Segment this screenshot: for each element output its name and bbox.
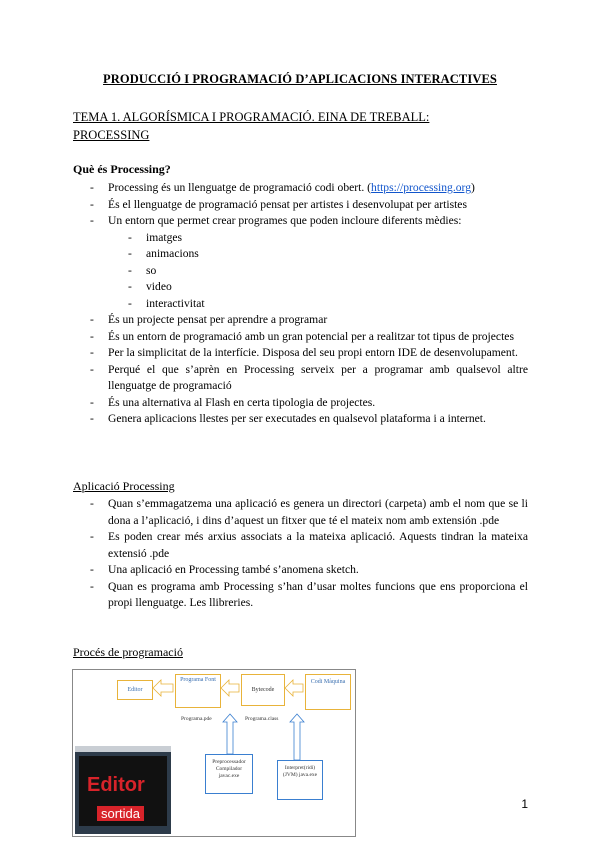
- codi-maquina-box: Codi Màquina: [305, 674, 351, 710]
- topic-title: TEMA 1. ALGORÍSMICA I PROGRAMACIÓ. EINA DE TREBALL: PROCESSING: [73, 110, 430, 142]
- programming-process-diagram: [72, 669, 356, 837]
- preprocessor-box: Preprocessador Compilador javac.exe: [205, 754, 253, 794]
- app-list: [90, 496, 528, 612]
- interpreter-box: Interpret(ridi) (JVM) java.exe: [277, 760, 323, 800]
- list-item: - Quan es programa amb Processing s’han d’usar moltes funcions que ens proporciona el propi llenguatge. Les llibreries.: [90, 579, 528, 612]
- label-class: Programa.class: [245, 716, 279, 722]
- list-item: - video: [128, 279, 528, 296]
- list-item: - Per la simplicitat de la interfície. Disposa del seu propi entorn IDE de desenvolupament.: [90, 345, 528, 362]
- list-item: - Un entorn que permet crear programes que poden incloure diferents mèdies: - imatges - animacions - so - video - interactivitat: [90, 213, 528, 312]
- page-number: 1: [521, 797, 528, 811]
- arrow-font-to-bytecode: [221, 680, 239, 696]
- bytecode-box: Bytecode: [241, 674, 285, 706]
- media-sublist: [108, 230, 528, 313]
- arrow-preprocessor-up: [223, 714, 237, 754]
- list-item: - És un projecte pensat per aprendre a programar: [90, 312, 528, 329]
- list-item: - Genera aplicacions llestes per ser executades en qualsevol plataforma i a internet.: [90, 411, 528, 428]
- section-heading-app: Aplicació Processing: [73, 479, 175, 493]
- document-title: PRODUCCIÓ I PROGRAMACIÓ D’APLICACIONS INTERACTIVES: [103, 72, 497, 86]
- list-item: - És una alternativa al Flash en certa tipologia de projectes.: [90, 395, 528, 412]
- screenshot-editor-text: Editor: [87, 774, 145, 796]
- editor-box: Editor: [117, 680, 153, 700]
- list-item: - És un entorn de programació amb un gran potencial per a realitzar tot tipus de projectes: [90, 329, 528, 346]
- list-item: - Processing és un llenguatge de programació codi obert. (https://processing.org): [90, 180, 528, 197]
- list-item: - Es poden crear més arxius associats a la mateixa aplicació. Aquests tindran la mateixa extensió .pde: [90, 529, 528, 562]
- list-item: - És el llenguatge de programació pensat per artistes i desenvolupat per artistes: [90, 197, 528, 214]
- processing-link[interactable]: https://processing.org: [371, 181, 471, 194]
- label-pde: Programa.pde: [181, 716, 212, 722]
- arrow-interpreter-up: [290, 714, 304, 760]
- list-item: - Una aplicació en Processing també s’anomena sketch.: [90, 562, 528, 579]
- arrow-editor-to-font: [153, 680, 173, 696]
- list-item: - so: [128, 263, 528, 280]
- section-heading-process: Procés de programació: [73, 645, 183, 659]
- screenshot-titlebar: [75, 746, 171, 752]
- list-item: - imatges: [128, 230, 528, 247]
- list-item: - interactivitat: [128, 296, 528, 313]
- screenshot-sortida-text: sortida: [97, 806, 144, 821]
- programa-font-box: Programa Font: [175, 674, 221, 708]
- editor-screenshot: [75, 746, 171, 834]
- section-heading-what-is: Què és Processing?: [73, 162, 171, 176]
- arrow-bytecode-to-codi: [285, 680, 303, 696]
- list-item: - Quan s’emmagatzema una aplicació es genera un directori (carpeta) amb el nom que se li dona a l’aplicació, i dins d’aquest un fitxer que té el mateix nom amb extensión .pde: [90, 496, 528, 529]
- list-item: - Perqué el que s’aprèn en Processing serveix per a programar amb qualsevol altre llenguatge de programació: [90, 362, 528, 395]
- list-item: - animacions: [128, 246, 528, 263]
- what-is-list: [90, 180, 528, 428]
